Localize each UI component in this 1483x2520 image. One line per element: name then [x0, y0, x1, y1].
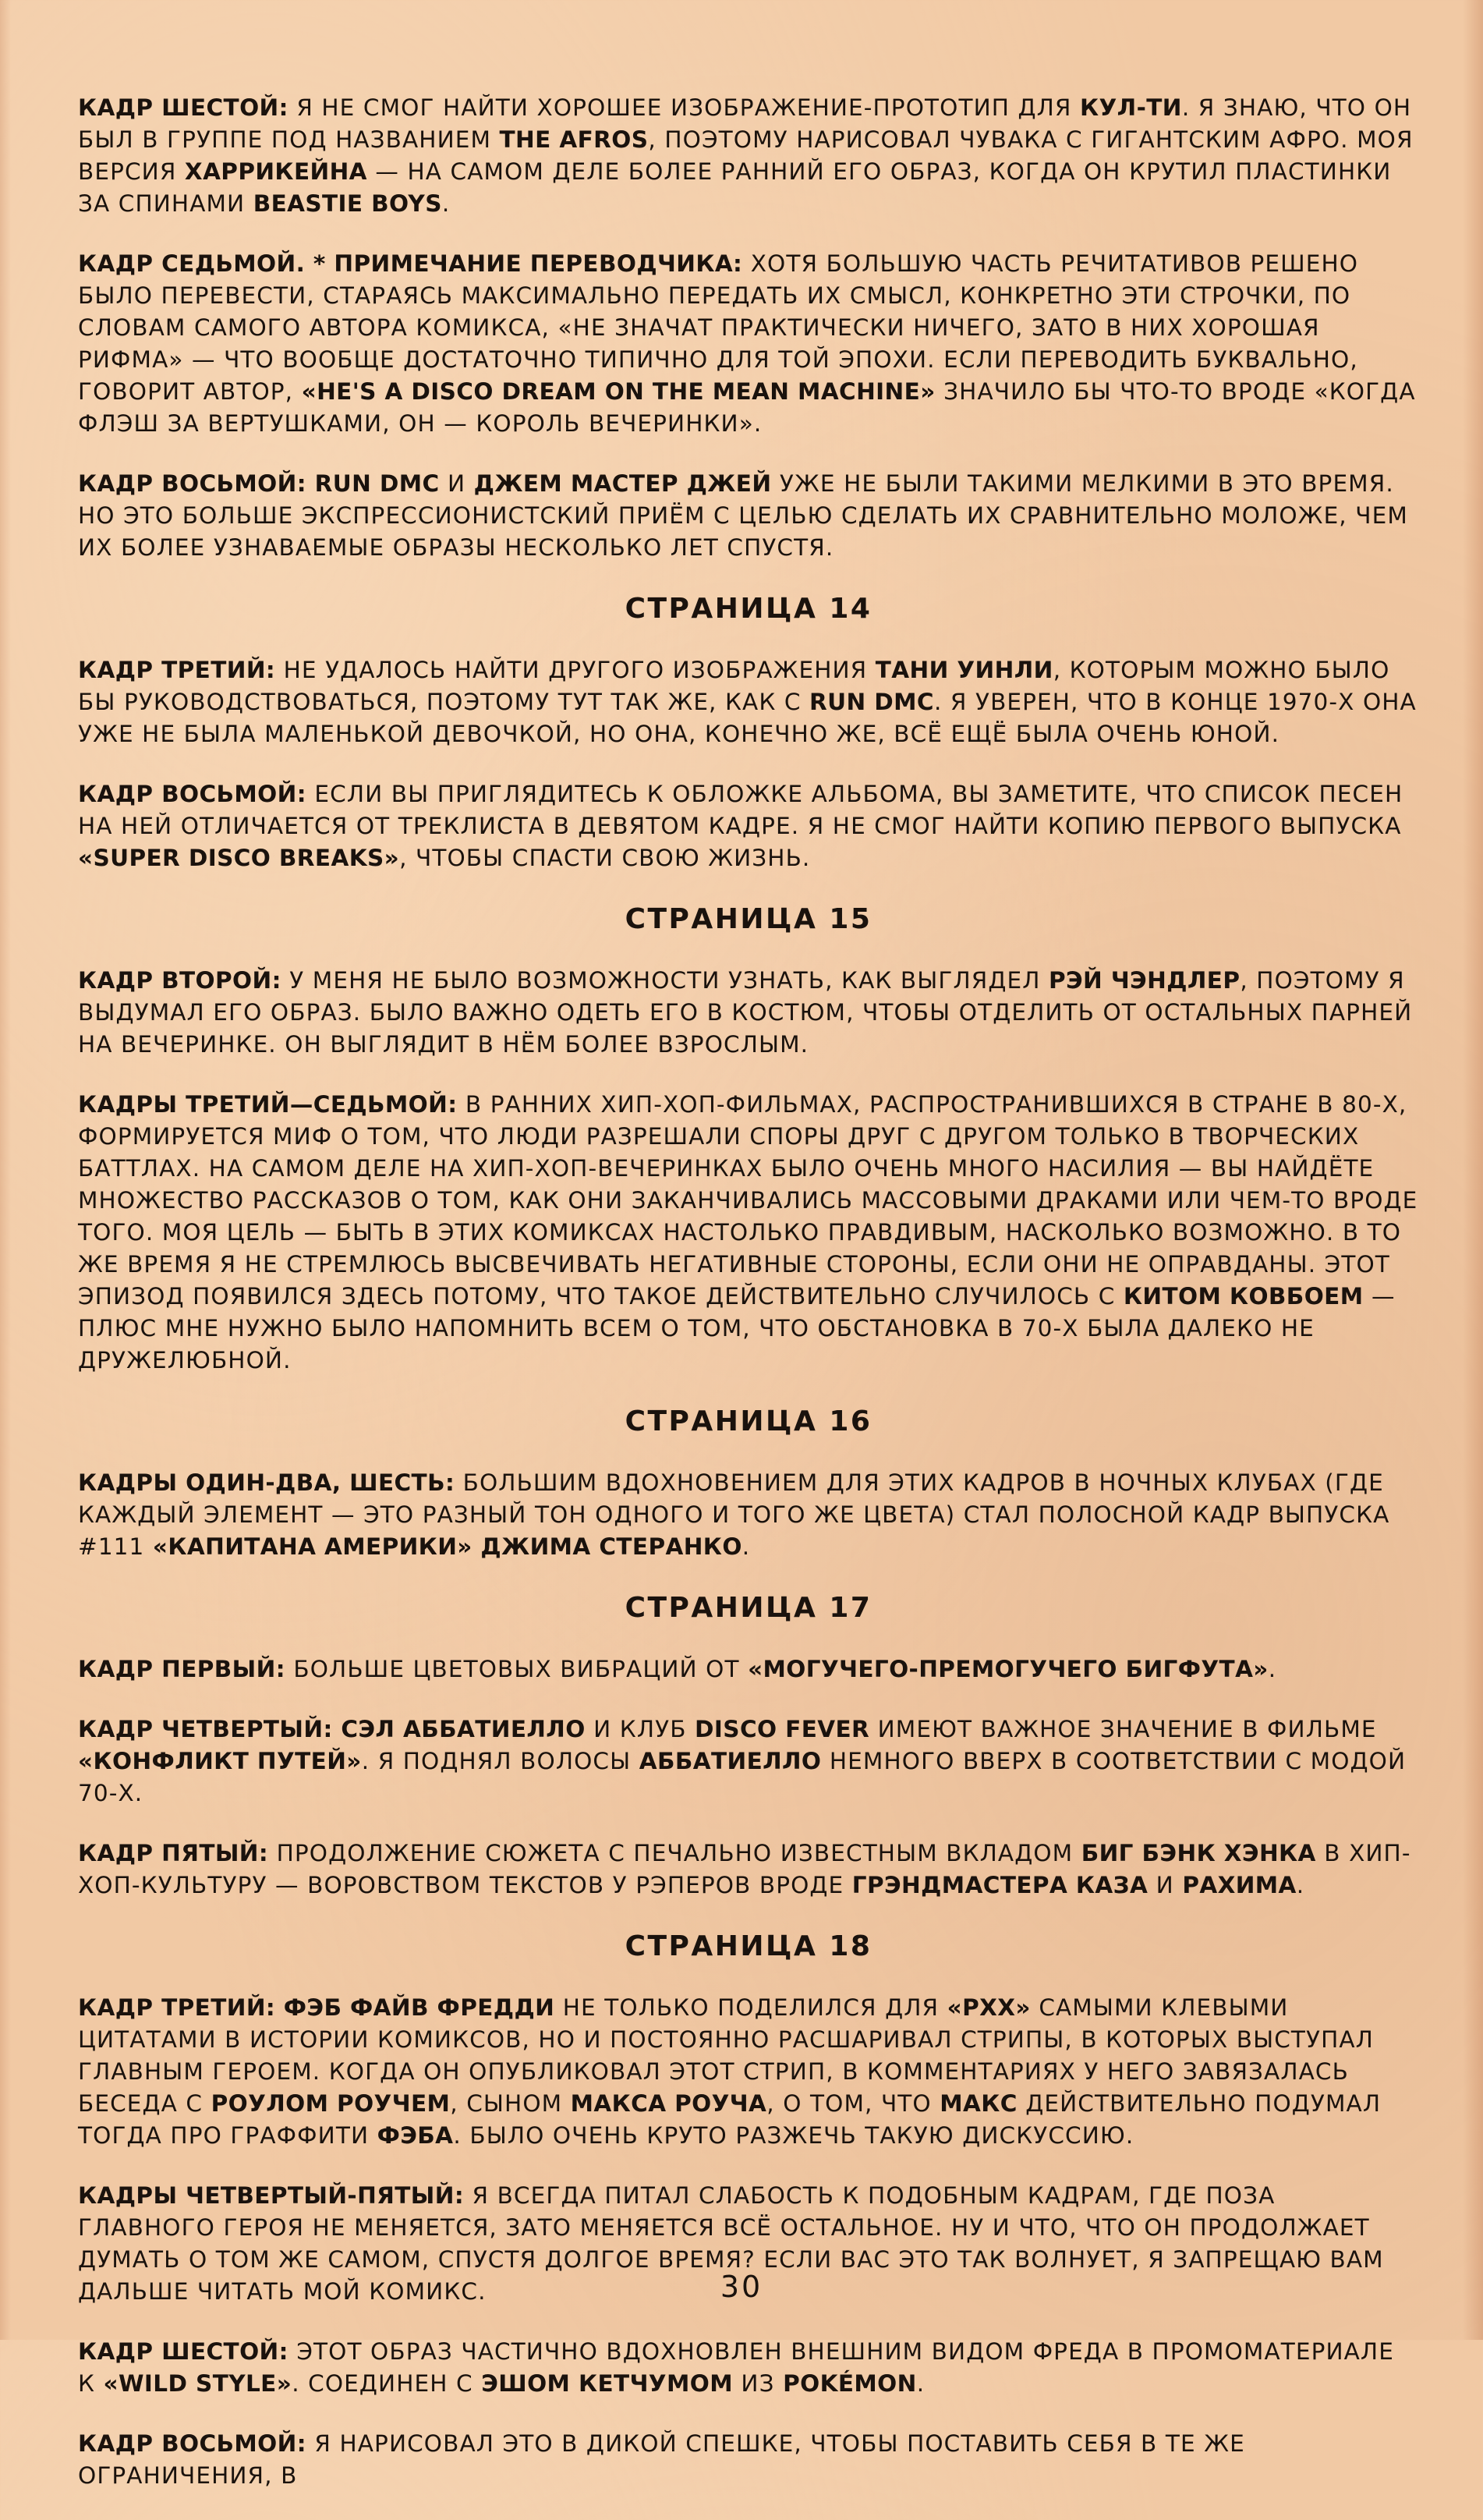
body-text: Я НАРИСОВАЛ ЭТО В ДИКОЙ СПЕШКЕ, ЧТОБЫ ПОСТАВИТЬ СЕБЯ В ТЕ ЖЕ ОГРАНИЧЕНИЯ, В — [78, 2430, 1245, 2489]
body-text: . — [916, 2370, 926, 2397]
bold-label: КАДРЫ ОДИН-ДВА, ШЕСТЬ: — [78, 1469, 455, 1496]
section-heading: СТРАНИЦА 14 — [625, 593, 872, 625]
notes-paragraph — [78, 2428, 1419, 2492]
section-heading: СТРАНИЦА 17 — [625, 1592, 872, 1624]
bold-label: POKÉMON — [783, 2370, 917, 2397]
bold-label: КАДР СЕДЬМОЙ. * ПРИМЕЧАНИЕ ПЕРЕВОДЧИКА: — [78, 250, 743, 277]
bold-label: КАДР ЧЕТВЕРТЫЙ: СЭЛ АББАТИЕЛЛО — [78, 1716, 586, 1742]
bold-label: КАДР ПЕРВЫЙ: — [78, 1656, 285, 1682]
bold-label: ГРЭНДМАСТЕРА КАЗА — [851, 1872, 1149, 1898]
page-number: 30 — [720, 2270, 763, 2304]
body-text: ЗНАЧИЛО БЫ ЧТО-ТО ВРОДЕ «КОГДА ФЛЭШ ЗА ВЕРТУШКАМИ, ОН — КОРОЛЬ ВЕЧЕРИНКИ». — [78, 378, 1416, 437]
section-heading: СТРАНИЦА 15 — [625, 903, 872, 935]
body-text: , СЫНОМ — [450, 2090, 571, 2117]
body-text: НЕ ТОЛЬКО ПОДЕЛИЛСЯ ДЛЯ — [554, 1994, 947, 2021]
bold-label: КАДР ВОСЬМОЙ: RUN DMC — [78, 470, 440, 497]
body-text: ИМЕЮТ ВАЖНОЕ ЗНАЧЕНИЕ В ФИЛЬМЕ — [869, 1716, 1377, 1742]
bold-label: ХАРРИКЕЙНА — [184, 158, 367, 185]
body-text: БОЛЬШЕ ЦВЕТОВЫХ ВИБРАЦИЙ ОТ — [285, 1656, 749, 1682]
bold-label: «МОГУЧЕГО-ПРЕМОГУЧЕГО БИГФУТА» — [748, 1656, 1269, 1682]
body-text: . — [742, 1533, 751, 1560]
bold-label: «WILD STYLE» — [103, 2370, 292, 2397]
notes-paragraph — [78, 468, 1419, 564]
body-text: В РАННИХ ХИП-ХОП-ФИЛЬМАХ, РАСПРОСТРАНИВШИХСЯ В СТРАНЕ В 80-Х, ФОРМИРУЕТСЯ МИФ О ТОМ, ЧТО ЛЮДИ РАЗРЕШАЛИ СПОРЫ ДРУГ С ДРУГОМ ТОЛЬКО В ТВОРЧЕСКИХ БАТТЛАХ. НА САМОМ ДЕЛЕ НА ХИП-ХОП-ВЕЧЕРИНКАХ БЫЛО ОЧЕНЬ МНОГО НАСИЛИЯ — ВЫ НАЙДЁТЕ МНОЖЕСТВО РАССКАЗОВ О ТОМ, КАК ОНИ ЗАКАНЧИВАЛИСЬ МАССОВЫМИ ДРАКАМИ ИЛИ ЧЕМ-ТО ВРОДЕ ТОГО. МОЯ ЦЕЛЬ — БЫТЬ В ЭТИХ КОМИКСАХ НАСТОЛЬКО ПРАВДИВЫМ, НАСКОЛЬКО ВОЗМОЖНО. В ТО ЖЕ ВРЕМЯ Я НЕ СТРЕМЛЮСЬ ВЫСВЕЧИВАТЬ НЕГАТИВНЫЕ СТОРОНЫ, ЕСЛИ ОНИ НЕ ОПРАВДАНЫ. ЭТОТ ЭПИЗОД ПОЯВИЛСЯ ЗДЕСЬ ПОТОМУ, ЧТО ТАКОЕ ДЕЙСТВИТЕЛЬНО СЛУЧИЛОСЬ С — [78, 1091, 1418, 1310]
bold-label: КАДР ШЕСТОЙ: — [78, 2338, 288, 2365]
body-text: . Я ПОДНЯЛ ВОЛОСЫ — [361, 1748, 639, 1774]
bold-label: КАДРЫ ТРЕТИЙ—СЕДЬМОЙ: — [78, 1091, 458, 1118]
page-content — [78, 92, 1419, 2520]
bold-label: КАДР ТРЕТИЙ: ФЭБ ФАЙВ ФРЕДДИ — [78, 1994, 555, 2021]
body-text: , ЧТОБЫ СПАСТИ СВОЮ ЖИЗНЬ. — [399, 845, 811, 871]
bold-label: АББАТИЕЛЛО — [639, 1748, 822, 1774]
body-text: И КЛУБ — [585, 1716, 695, 1742]
notes-paragraph — [78, 778, 1419, 874]
bold-label: ФЭБА — [377, 2122, 454, 2149]
body-text: . — [1296, 1872, 1305, 1898]
bold-label: BEASTIE BOYS — [253, 190, 442, 217]
page-edge-shadow-left — [0, 0, 11, 2340]
bold-label: ТАНИ УИНЛИ — [875, 657, 1053, 683]
notes-paragraph — [78, 92, 1419, 220]
body-text: ДЕЙСТВИТЕЛЬНО ПОДУМАЛ ТОГДА ПРО ГРАФФИТИ — [78, 2090, 1382, 2149]
bold-label: КАДР ВОСЬМОЙ: — [78, 781, 306, 807]
bold-label: МАКСА РОУЧА — [570, 2090, 767, 2117]
notes-paragraph — [78, 1714, 1419, 1809]
body-text: ПРОДОЛЖЕНИЕ СЮЖЕТА С ПЕЧАЛЬНО ИЗВЕСТНЫМ ВКЛАДОМ — [268, 1840, 1081, 1866]
bold-label: «SUPER DISCO BREAKS» — [78, 845, 400, 871]
bold-label: RUN DMC — [809, 689, 934, 715]
bold-label: КАДР ВОСЬМОЙ: — [78, 2430, 306, 2457]
bold-label: КАДР ТРЕТИЙ: — [78, 657, 276, 683]
body-text: В ХИП-ХОП-КУЛЬТУРУ — ВОРОВСТВОМ ТЕКСТОВ У РЭПЕРОВ ВРОДЕ — [78, 1840, 1411, 1898]
body-text: . БЫЛО ОЧЕНЬ КРУТО РАЗЖЕЧЬ ТАКУЮ ДИСКУССИЮ. — [453, 2122, 1134, 2149]
body-text: , ПОЭТОМУ Я ВЫДУМАЛ ЕГО ОБРАЗ. БЫЛО ВАЖНО ОДЕТЬ ЕГО В КОСТЮМ, ЧТОБЫ ОТДЕЛИТЬ ОТ ОСТАЛЬНЫХ ПАРНЕЙ НА ВЕЧЕРИНКЕ. ОН ВЫГЛЯДИТ В НЁМ БОЛЕЕ ВЗРОСЛЫМ. — [78, 967, 1413, 1058]
bold-label: КАДР ВТОРОЙ: — [78, 967, 281, 994]
body-text: . — [441, 190, 451, 217]
body-text: ИЗ — [732, 2370, 784, 2397]
notes-paragraph — [78, 654, 1419, 750]
body-text: И — [1148, 1872, 1183, 1898]
body-text: Я ВСЕГДА ПИТАЛ СЛАБОСТЬ К ПОДОБНЫМ КАДРАМ, ГДЕ ПОЗА ГЛАВНОГО ГЕРОЯ НЕ МЕНЯЕТСЯ, ЗАТО МЕНЯЕТСЯ ВСЁ ОСТАЛЬНОЕ. НУ И ЧТО, ЧТО ОН ПРОДОЛЖАЕТ ДУМАТЬ О ТОМ ЖЕ САМОМ, СПУСТЯ ДОЛГОЕ ВРЕМЯ? ЕСЛИ ВАС ЭТО ТАК ВОЛНУЕТ, Я ЗАПРЕЩАЮ ВАМ ДАЛЬШЕ ЧИТАТЬ МОЙ КОМИКС. — [78, 2182, 1384, 2305]
body-text: УЖЕ НЕ БЫЛИ ТАКИМИ МЕЛКИМИ В ЭТО ВРЕМЯ. НО ЭТО БОЛЬШЕ ЭКСПРЕССИОНИСТСКИЙ ПРИЁМ С ЦЕЛЬЮ СДЕЛАТЬ ИХ СРАВНИТЕЛЬНО МОЛОЖЕ, ЧЕМ ИХ БОЛЕЕ УЗНАВАЕМЫЕ ОБРАЗЫ НЕСКОЛЬКО ЛЕТ СПУСТЯ. — [78, 470, 1408, 561]
body-text: Я НЕ СМОГ НАЙТИ ХОРОШЕЕ ИЗОБРАЖЕНИЕ-ПРОТОТИП ДЛЯ — [288, 94, 1081, 121]
section-heading: СТРАНИЦА 18 — [625, 1930, 872, 1962]
bold-label: РАХИМА — [1182, 1872, 1297, 1898]
body-text: . Я УВЕРЕН, ЧТО В КОНЦЕ 1970-Х ОНА УЖЕ НЕ БЫЛА МАЛЕНЬКОЙ ДЕВОЧКОЙ, НО ОНА, КОНЕЧНО ЖЕ, ВСЁ ЕЩЁ БЫЛА ОЧЕНЬ ЮНОЙ. — [78, 689, 1417, 747]
body-text: ЕСЛИ ВЫ ПРИГЛЯДИТЕСЬ К ОБЛОЖКЕ АЛЬБОМА, ВЫ ЗАМЕТИТЕ, ЧТО СПИСОК ПЕСЕН НА НЕЙ ОТЛИЧАЕТСЯ ОТ ТРЕКЛИСТА В ДЕВЯТОМ КАДРЕ. Я НЕ СМОГ НАЙТИ КОПИЮ ПЕРВОГО ВЫПУСКА — [78, 781, 1403, 839]
body-text: БОЛЬШИМ ВДОХНОВЕНИЕМ ДЛЯ ЭТИХ КАДРОВ В НОЧНЫХ КЛУБАХ (ГДЕ КАЖДЫЙ ЭЛЕМЕНТ — ЭТО РАЗНЫЙ ТОН ОДНОГО И ТОГО ЖЕ ЦВЕТА) СТАЛ ПОЛОСНОЙ КАДР ВЫПУСКА #111 — [78, 1469, 1390, 1560]
bold-label: ДЖЕМ МАСТЕР ДЖЕЙ — [473, 470, 772, 497]
notes-paragraph — [78, 1992, 1419, 2152]
body-text: — НА САМОМ ДЕЛЕ БОЛЕЕ РАННИЙ ЕГО ОБРАЗ, КОГДА ОН КРУТИЛ ПЛАСТИНКИ ЗА СПИНАМИ — [78, 158, 1392, 217]
bold-label: КАДР ПЯТЫЙ: — [78, 1840, 269, 1866]
body-text: , ПОЭТОМУ НАРИСОВАЛ ЧУВАКА С ГИГАНТСКИМ АФРО. МОЯ ВЕРСИЯ — [78, 126, 1414, 185]
bold-label: «PXX» — [947, 1994, 1031, 2021]
section-heading: СТРАНИЦА 16 — [625, 1405, 872, 1437]
bold-label: КУЛ-ТИ — [1080, 94, 1182, 121]
bold-label: «КАПИТАНА АМЕРИКИ» ДЖИМА СТЕРАНКО — [152, 1533, 742, 1560]
bold-label: КАДРЫ ЧЕТВЕРТЫЙ-ПЯТЫЙ: — [78, 2182, 465, 2209]
bold-label: РЭЙ ЧЭНДЛЕР — [1048, 967, 1241, 994]
notes-paragraph — [78, 2336, 1419, 2400]
body-text: НЕМНОГО ВВЕРХ В СООТВЕТСТВИИ С МОДОЙ 70-Х. — [78, 1748, 1407, 1806]
bold-label: DISCO FEVER — [695, 1716, 870, 1742]
body-text: НЕ УДАЛОСЬ НАЙТИ ДРУГОГО ИЗОБРАЖЕНИЯ — [275, 657, 876, 683]
body-text: — ПЛЮС МНЕ НУЖНО БЫЛО НАПОМНИТЬ ВСЕМ О ТОМ, ЧТО ОБСТАНОВКА В 70-Х БЫЛА ДАЛЕКО НЕ ДРУЖЕЛЮБНОЙ. — [78, 1283, 1396, 1373]
bold-label: КАДР ШЕСТОЙ: — [78, 94, 288, 121]
notes-paragraph — [78, 1653, 1419, 1685]
bold-label: THE AFROS — [499, 126, 649, 153]
bold-label: РОУЛОМ РОУЧЕМ — [211, 2090, 451, 2117]
body-text: , О ТОМ, ЧТО — [766, 2090, 940, 2117]
body-text: САМЫМИ КЛЕВЫМИ ЦИТАТАМИ В ИСТОРИИ КОМИКСОВ, НО И ПОСТОЯННО РАСШАРИВАЛ СТРИПЫ, В КОТОРЫХ ВЫСТУПАЛ ГЛАВНЫМ ГЕРОЕМ. КОГДА ОН ОПУБЛИКОВАЛ ЭТОТ СТРИП, В КОММЕНТАРИЯХ У НЕГО ЗАВЯЗАЛАСЬ БЕСЕДА С — [78, 1994, 1374, 2117]
bold-label: КИТОМ КОВБОЕМ — [1123, 1283, 1364, 1310]
bold-label: «HE'S A DISCO DREAM ON THE MEAN MACHINE» — [301, 378, 936, 405]
bold-label: МАКС — [940, 2090, 1018, 2117]
page-edge-shadow-right — [1463, 0, 1483, 2340]
bold-label: БИГ БЭНК ХЭНКА — [1081, 1840, 1316, 1866]
notes-paragraph — [78, 1467, 1419, 1563]
body-text: . — [1268, 1656, 1277, 1682]
body-text: У МЕНЯ НЕ БЫЛО ВОЗМОЖНОСТИ УЗНАТЬ, КАК ВЫГЛЯДЕЛ — [281, 967, 1049, 994]
bold-label: ЭШОМ КЕТЧУМОМ — [481, 2370, 733, 2397]
body-text: . СОЕДИНЕН С — [292, 2370, 482, 2397]
body-text: ХОТЯ БОЛЬШУЮ ЧАСТЬ РЕЧИТАТИВОВ РЕШЕНО БЫЛО ПЕРЕВЕСТИ, СТАРАЯСЬ МАКСИМАЛЬНО ПЕРЕДАТЬ ИХ СМЫСЛ, КОНКРЕТНО ЭТИ СТРОЧКИ, ПО СЛОВАМ САМОГО АВТОРА КОМИКСА, «НЕ ЗНАЧАТ ПРАКТИЧЕСКИ НИЧЕГО, ЗАТО В НИХ ХОРОШАЯ РИФМА» — ЧТО ВООБЩЕ ДОСТАТОЧНО ТИПИЧНО ДЛЯ ТОЙ ЭПОХИ. ЕСЛИ ПЕРЕВОДИТЬ БУКВАЛЬНО, ГОВОРИТ АВТОР, — [78, 250, 1359, 405]
body-text: . Я ЗНАЮ, ЧТО ОН БЫЛ В ГРУППЕ ПОД НАЗВАНИЕМ — [78, 94, 1412, 153]
notes-paragraph — [78, 1089, 1419, 1377]
notes-paragraph — [78, 248, 1419, 440]
body-text: ЭТОТ ОБРАЗ ЧАСТИЧНО ВДОХНОВЛЕН ВНЕШНИМ ВИДОМ ФРЕДА В ПРОМОМАТЕРИАЛЕ К — [78, 2338, 1394, 2397]
notes-paragraph — [78, 965, 1419, 1061]
body-text: И — [439, 470, 474, 497]
body-text: , КОТОРЫМ МОЖНО БЫЛО БЫ РУКОВОДСТВОВАТЬСЯ, ПОЭТОМУ ТУТ ТАК ЖЕ, КАК С — [78, 657, 1390, 715]
notes-paragraph — [78, 1838, 1419, 1902]
bold-label: «КОНФЛИКТ ПУТЕЙ» — [78, 1748, 362, 1774]
